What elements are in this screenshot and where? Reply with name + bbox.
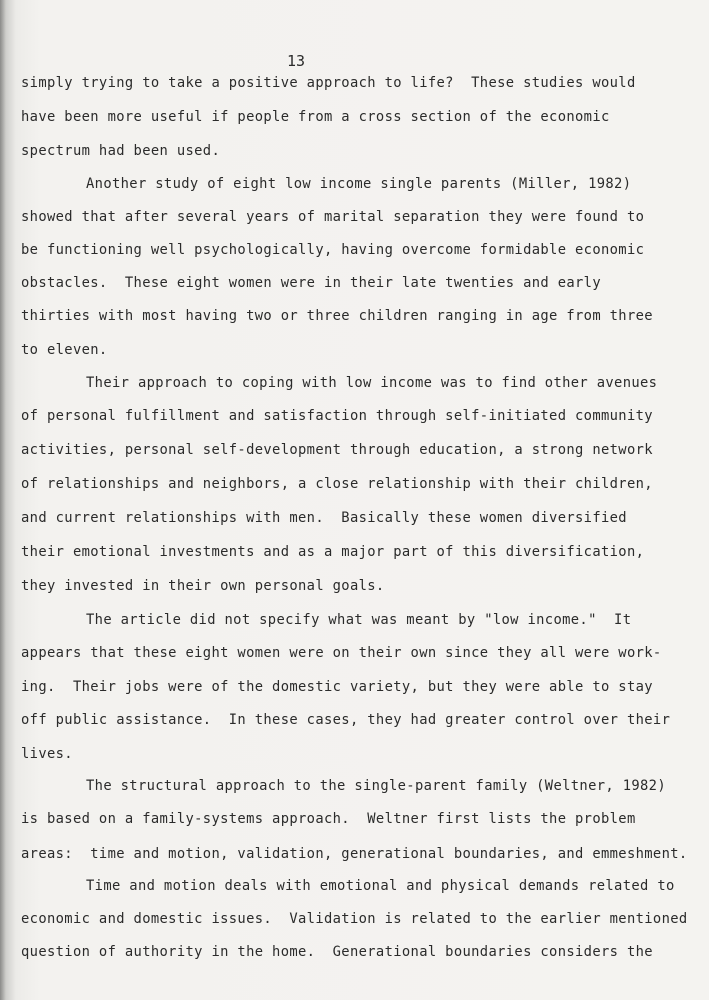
text-line: and current relationships with men. Basically these women diversified xyxy=(21,510,627,526)
text-line: showed that after several years of marital separation they were found to xyxy=(21,209,645,225)
text-line: thirties with most having two or three children ranging in age from three xyxy=(21,308,653,324)
text-line: lives. xyxy=(21,746,73,762)
text-line: The article did not specify what was meant by "low income." It xyxy=(86,612,632,628)
page-number: 13 xyxy=(287,52,306,70)
text-line: appears that these eight women were on their own since they all were work- xyxy=(21,645,662,661)
text-line: activities, personal self-development through education, a strong network xyxy=(21,442,653,458)
text-line: areas: time and motion, validation, generational boundaries, and emmeshment. xyxy=(21,846,688,862)
text-line: obstacles. These eight women were in their late twenties and early xyxy=(21,275,601,291)
text-line: question of authority in the home. Generational boundaries considers the xyxy=(21,944,653,960)
text-line: economic and domestic issues. Validation is related to the earlier mentioned xyxy=(21,911,688,927)
text-line: Their approach to coping with low income was to find other avenues xyxy=(86,375,658,391)
text-line: be functioning well psychologically, having overcome formidable economic xyxy=(21,242,645,258)
text-line: Time and motion deals with emotional and physical demands related to xyxy=(86,878,675,894)
text-line: they invested in their own personal goals. xyxy=(21,578,385,594)
text-line: of personal fulfillment and satisfaction through self-initiated community xyxy=(21,408,653,424)
text-line: have been more useful if people from a cross section of the economic xyxy=(21,109,610,125)
text-line: simply trying to take a positive approach to life? These studies would xyxy=(21,75,636,91)
text-line: to eleven. xyxy=(21,342,108,358)
text-line: spectrum had been used. xyxy=(21,143,221,159)
text-line: of relationships and neighbors, a close relationship with their children, xyxy=(21,476,653,492)
text-line: their emotional investments and as a major part of this diversification, xyxy=(21,544,645,560)
text-line: ing. Their jobs were of the domestic variety, but they were able to stay xyxy=(21,679,653,695)
text-line: The structural approach to the single-parent family (Weltner, 1982) xyxy=(86,778,666,794)
text-line: off public assistance. In these cases, they had greater control over their xyxy=(21,712,671,728)
text-line: is based on a family-systems approach. Weltner first lists the problem xyxy=(21,811,636,827)
text-line: Another study of eight low income single parents (Miller, 1982) xyxy=(86,176,632,192)
